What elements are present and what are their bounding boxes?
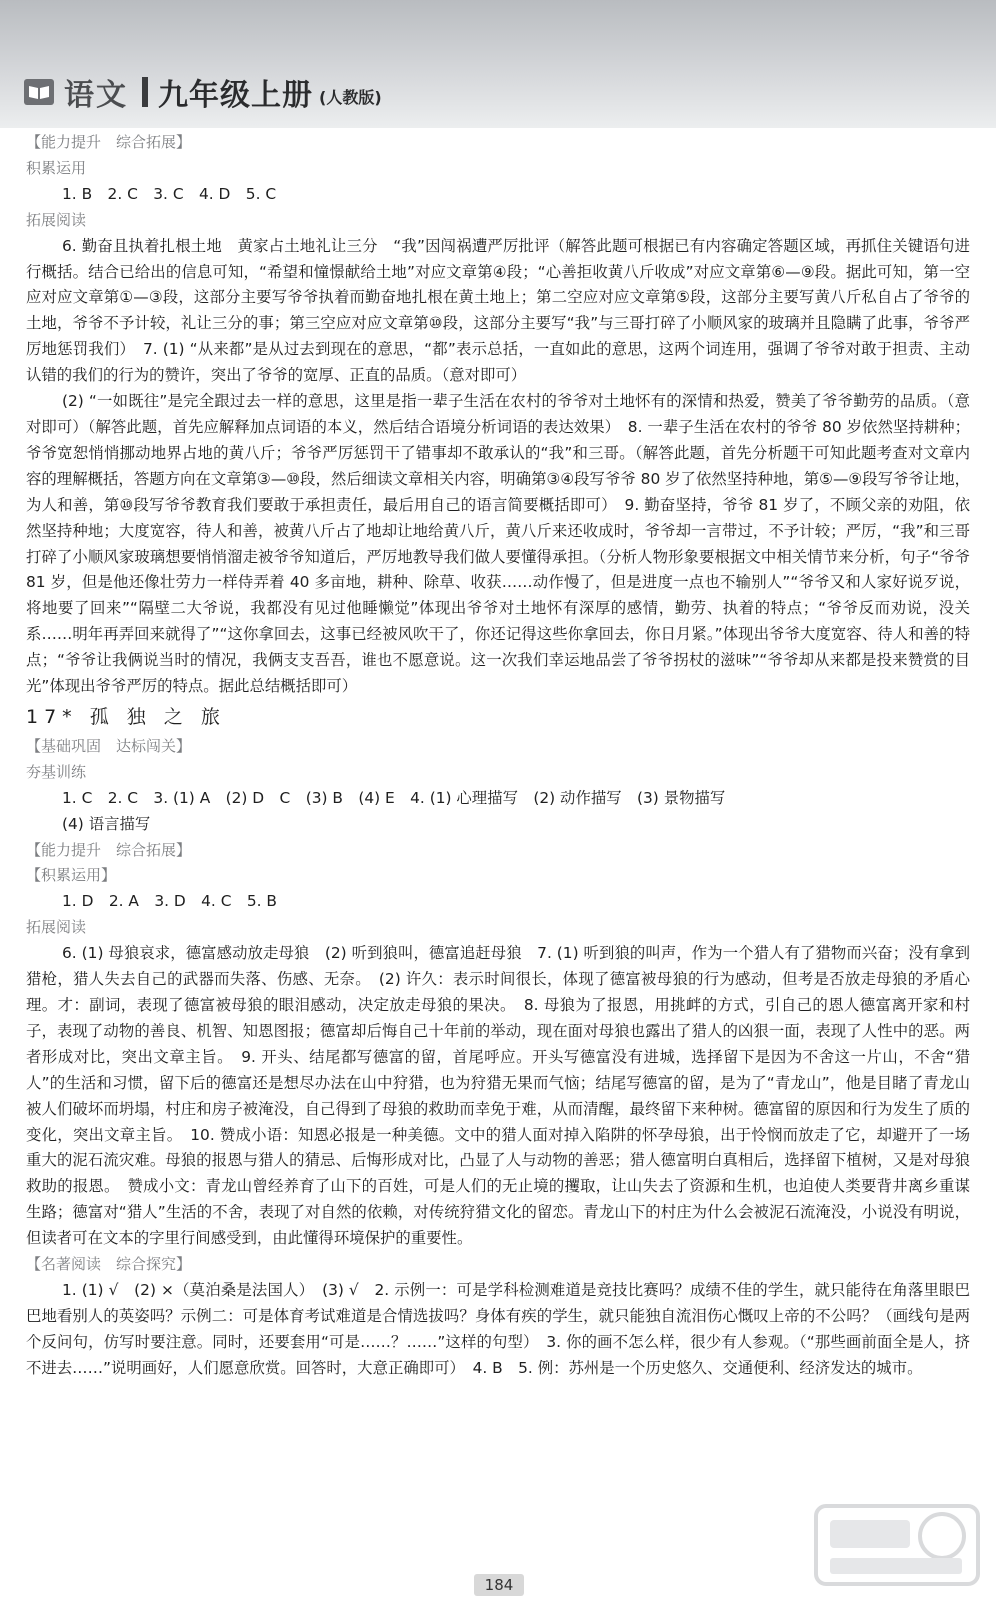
answer-paragraph: 6. (1) 母狼哀求，德富感动放走母狼 (2) 听到狼叫，德富追赶母狼 7. (1) 听到狼的叫声，作为一个猎人有了猎物而兴奋；没有拿到猎枪，猎人失去自己的武器而失落、伤感、无奈。 (2) 许久：表示时间很长，体现了德富被母狼的行为感动，但考是否放走母狼的矛盾心理。才：副词，表现了德富被母狼的眼泪感动，决定放走母狼的果决。 8. 母狼为了报恩，用挑衅的方式，引自己的恩人德富离开家和村子，表现了动物的善良、机智、知恩图报；德富却后悔自己十年前的举动，现在面对母狼也露出了猎人的凶狠一面，表现了人性中的恶。两者形成对比，突出文章主旨。 9. 开头、结尾都写德富的留，首尾呼应。开头写德富没有进城，选择留下是因为不舍这一片山，不舍“猎人”的生活和习惯，留下后的德富还是想尽办法在山中狩猎，也为狩猎无果而气恼；结尾写德富的留，是为了“青龙山”，他是目睹了青龙山被人们破坏而坍塌，村庄和房子被淹没，自己得到了母狼的救助而幸免于难，从而清醒，最终留下来种树。德富留的原因和行为发生了质的变化，突出文章主旨。 10. 赞成小语：知恩必报是一种美德。文中的猎人面对掉入陷阱的怀孕母狼，出于怜悯而放走了它，却避开了一场重大的泥石流灾难。母狼的报恩与猎人的猜忌、后悔形成对比，凸显了人与动物的善恶；猎人德富明白真相后，选择留下植树，又是对母狼救助的报恩。 赞成小文：青龙山曾经养育了山下的百姓，可是人们的无止境的攫取，让山失去了资源和生机，也迫使人类要背井离乡重谋生路；德富对“猎人”生活的不舍，表现了对自然的依赖，对传统狩猎文化的留恋。青龙山下的村庄为什么会被泥石流淹没，小说没有明说，但读者可在文本的字里行间感受到，由此懂得环境保护的重要性。 — [26, 944, 970, 1248]
book-brand — [24, 72, 382, 112]
answer-content — [26, 130, 970, 1382]
answer-line: 1. B 2. C 3. C 4. D 5. C — [62, 184, 277, 203]
grade-label: 九年级上册 — [158, 78, 313, 113]
watermark-seal-logo — [812, 1500, 982, 1590]
section-header: 【名著阅读 综合探究】 — [26, 1255, 192, 1274]
edition-label: (人教版) — [319, 87, 382, 107]
open-book-icon — [24, 79, 54, 105]
answer-paragraph: (2) “一如既往”是完全跟过去一样的意思，这里是指一辈子生活在农村的爷爷对土地怀有的深情和热爱，赞美了爷爷勤劳的品质。（意对即可）（解答此题，首先应解释加点词语的本义，然后结合语境分析词语的表达效果） 8. 一辈子生活在农村的爷爷 80 岁依然坚持耕种；爷爷宽恕悄悄挪动地界占地的黄八斤；爷爷严厉惩罚干了错事却不敢承认的“我”和三哥。（解答此题，首先分析题干可知此题考查对文章内容的理解概括，答题方向在文章第③—⑩段，然后细读文章相关内容，明确第③④段写爷爷 80 岁了依然坚持种地，第⑤—⑨段写爷爷让地，为人和善，第⑩段写爷爷教育我们要敢于承担责任，最后用自己的语言简要概括即可） 9. 勤奋坚持，爷爷 81 岁了，不顾父亲的劝阻，依然坚持种地；大度宽容，待人和善，被黄八斤占了地却让地给黄八斤，黄八斤来还收成时，爷爷却一言带过，不予计较；严厉，“我”和三哥打碎了小顺风家玻璃想要悄悄溜走被爷爷知道后，严厉地教导我们做人要懂得承担。（分析人物形象要根据文中相关情节来分析，句子“爷爷 81 岁，但是他还像壮劳力一样侍弄着 40 多亩地，耕种、除草、收获……动作慢了，但是进度一点也不输别人”“爷爷又和人家好说歹说，将地要了回来”“隔壁二大爷说，我都没有见过他睡懒觉”体现出爷爷对土地怀有深厚的感情，勤劳、执着的特点；“爷爷反而劝说，没关系……明年再弄回来就得了”“这你拿回去，这事已经被风吹干了，你还记得这些你拿回去，你日月紧。”体现出爷爷大度宽容、待人和善的特点；“爷爷让我俩说当时的情况，我俩支支吾吾，谁也不愿意说。这一次我们幸运地品尝了爷爷拐杖的滋味”“爷爷却从来都是投来赞赏的目光”体现出爷爷严厉的特点。据此总结概括即可） — [26, 392, 970, 696]
section-header: 【能力提升 综合拓展】 — [26, 840, 192, 859]
answer-paragraph: 1. (1) √ (2) ×（莫泊桑是法国人） (3) √ 2. 示例一：可是学科检测难道是竞技比赛吗？成绩不佳的学生，就只能待在角落里眼巴巴地看别人的英姿吗？示例二：可是体育考试难道是合情选拔吗？身体有疾的学生，就只能独自流泪伤心慨叹上帝的不公吗？（画线句是两个反问句，仿写时要注意。同时，还要套用“可是……？……”这样的句型） 3. 你的画不怎么样，很少有人参观。（“那些画前面全是人，挤不进去……”说明画好，人们愿意欣赏。回答时，大意正确即可） 4. B 5. 例：苏州是一个历史悠久、交通便利、经济发达的城市。 — [26, 1280, 970, 1377]
subsection-label: 积累运用 — [26, 158, 87, 177]
answer-paragraph: 6. 勤奋且执着扎根土地 黄家占土地礼让三分 “我”因闯祸遭严厉批评（解答此题可根据已有内容确定答题区域，再抓住关键语句进行概括。结合已给出的信息可知，“希望和憧憬献给土地”对应文章第④段；“心善拒收黄八斤收成”对应文章第⑥—⑨段。据此可知，第一空应对应文章第①—③段，这部分主要写爷爷执着而勤奋地扎根在黄土地上；第二空应对应文章第⑤段，这部分主要写黄八斤私自占了爷爷的土地，爷爷不予计较，礼让三分的事；第三空应对应文章第⑩段，这部分主要写“我”与三哥打碎了小顺风家的玻璃并且隐瞒了此事，爷爷严厉地惩罚我们） 7. (1) “从来都”是从过去到现在的意思，“都”表示总括，一直如此的意思，这两个词连用，强调了爷爷对敢于担责、主动认错的我们的行为的赞许，突出了爷爷的宽厚、正直的品质。（意对即可） — [26, 236, 970, 385]
page-header — [0, 0, 996, 128]
section-header: 【能力提升 综合拓展】 — [26, 133, 192, 151]
subsection-label: 拓展阅读 — [26, 918, 87, 937]
answer-line: 1. D 2. A 3. D 4. C 5. B — [62, 892, 277, 911]
header-separator — [142, 77, 148, 107]
page-number: 184 — [474, 1574, 524, 1596]
answer-line: 1. C 2. C 3. (1) A (2) D C (3) B (4) E 4. (1) 心理描写 (2) 动作描写 (3) 景物描写 — [62, 788, 726, 807]
subsection-label: 拓展阅读 — [26, 210, 87, 229]
lesson-title: 17* 孤 独 之 旅 — [26, 705, 226, 728]
section-header: 【基础巩固 达标闯关】 — [26, 736, 192, 755]
subsection-label: 【积累运用】 — [26, 866, 117, 885]
answer-line: (4) 语言描写 — [62, 814, 151, 833]
subject-label: 语文 — [64, 78, 128, 113]
subsection-label: 夯基训练 — [26, 762, 87, 781]
